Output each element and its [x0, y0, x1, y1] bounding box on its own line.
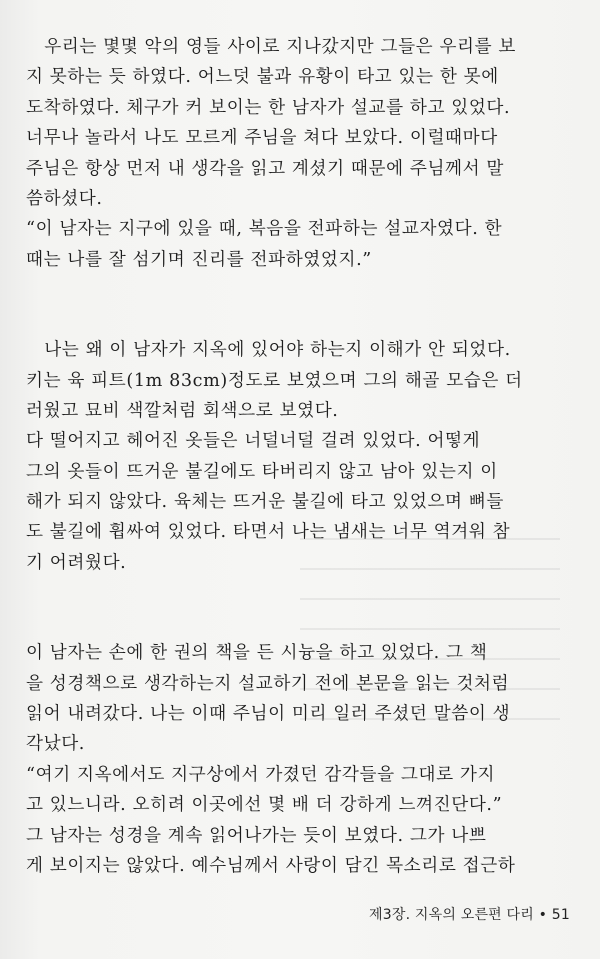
text-line: 도 불길에 휩싸여 있었다. 타면서 나는 냄새는 너무 역겨워 참	[26, 522, 511, 543]
text-line: 너무나 놀라서 나도 모르게 주님을 쳐다 보았다. 이럴때마다	[26, 128, 498, 149]
text-line: 각났다.	[26, 734, 85, 755]
quote-2	[26, 760, 574, 821]
text-line: 키는 육 피트(1m 83cm)정도로 보였으며 그의 해골 모습은 더	[26, 370, 523, 391]
text-line: 기 어려웠다.	[26, 552, 127, 573]
text-line: 때는 나를 잘 섬기며 진리를 전파하였었지.”	[26, 249, 372, 270]
paragraph-3	[26, 426, 574, 578]
text-line: 게 보이지는 않았다. 예수님께서 사랑이 담긴 목소리로 접근하	[26, 855, 516, 876]
quote-1	[26, 214, 574, 275]
paragraph-5	[26, 821, 574, 882]
page-number: 51	[551, 907, 570, 923]
text-line: “여기 지옥에서도 지구상에서 가졌던 감각들을 그대로 가지	[26, 764, 496, 785]
text-line: 그 남자는 성경을 계속 읽어나가는 듯이 보였다. 그가 나쁘	[26, 825, 487, 846]
body-text	[26, 32, 574, 881]
chapter-title: 제3장. 지옥의 오른편 다리	[369, 907, 534, 923]
text-line: 도착하였다. 체구가 커 보이는 한 남자가 설교를 하고 있었다.	[26, 97, 511, 118]
paragraph-gap	[26, 275, 574, 335]
text-line: 러웠고 묘비 색깔처럼 회색으로 보였다.	[26, 400, 339, 421]
paragraph-1	[26, 32, 574, 214]
text-line: 주님은 항상 먼저 내 생각을 읽고 계셨기 때문에 주님께서 말	[26, 158, 505, 179]
text-line: 해가 되지 않았다. 육체는 뜨거운 불길에 타고 있었으며 뼈들	[26, 492, 505, 513]
text-line: 다 떨어지고 헤어진 옷들은 너덜너덜 걸려 있었다. 어떻게	[26, 431, 481, 452]
text-line: 지 못하는 듯 하였다. 어느덧 불과 유황이 타고 있는 한 못에	[26, 67, 499, 88]
paragraph-2	[26, 335, 574, 426]
text-line: “이 남자는 지구에 있을 때, 복음을 전파하는 설교자였다. 한	[26, 219, 503, 240]
text-line: 나는 왜 이 남자가 지옥에 있어야 하는지 이해가 안 되었다.	[26, 340, 511, 361]
text-line: 읽어 내려갔다. 나는 이때 주님이 미리 일러 주셨던 말씀이 생	[26, 704, 511, 725]
text-line: 씀하셨다.	[26, 188, 103, 209]
paragraph-4	[26, 638, 574, 760]
text-line: 고 있느니라. 오히려 이곳에선 몇 배 더 강하게 느껴진단다.”	[26, 795, 503, 816]
text-line: 이 남자는 손에 한 권의 책을 든 시늉을 하고 있었다. 그 책	[26, 643, 488, 664]
text-line: 우리는 몇몇 악의 영들 사이로 지나갔지만 그들은 우리를 보	[26, 37, 517, 57]
text-line: 그의 옷들이 뜨거운 불길에도 타버리지 않고 남아 있는지 이	[26, 461, 498, 482]
page-footer	[369, 904, 570, 924]
text-line: 을 성경책으로 생각하는지 설교하기 전에 본문을 읽는 것처럼	[26, 673, 510, 694]
paragraph-gap	[26, 578, 574, 638]
footer-separator: •	[538, 907, 548, 923]
